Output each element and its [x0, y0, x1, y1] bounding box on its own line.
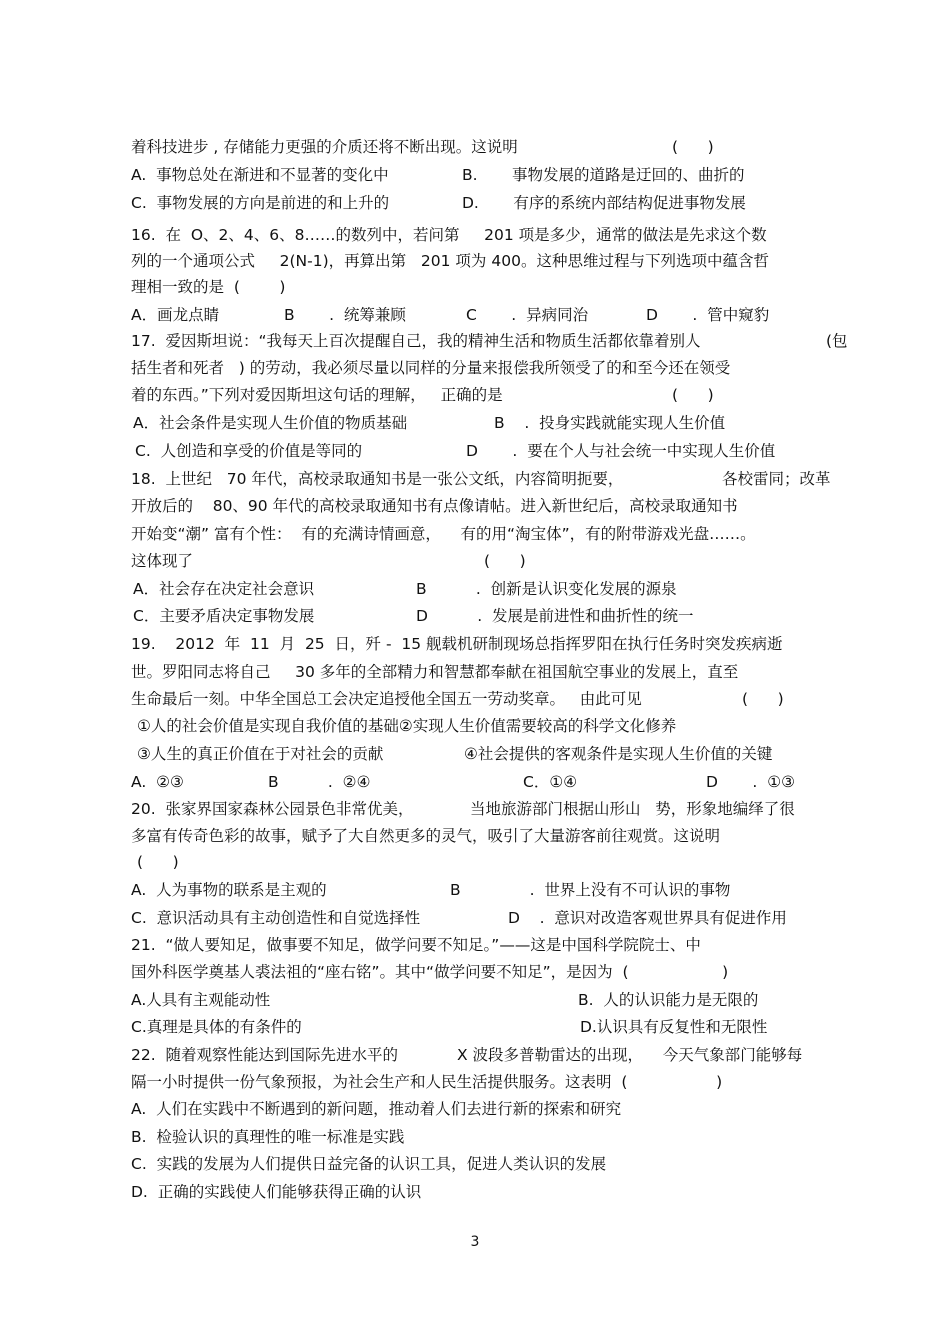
q19-item-4: ④社会提供的客观条件是实现人生价值的关键: [464, 745, 773, 763]
q15-option-b: B. 事物发展的道路是迂回的、曲折的: [462, 166, 745, 184]
q20-answer-paren: ( ): [137, 853, 179, 871]
q18-stem-line-3: [0, 520, 950, 548]
q19-items-1-2: ①人的社会价值是实现自我价值的基础②实现人生价值需要较高的科学文化修养: [137, 717, 677, 735]
q20-stem-line-2: [0, 822, 950, 850]
q17-option-b: B . 投身实践就能实现人生价值: [494, 414, 726, 432]
q22-option-d-row: [0, 1178, 950, 1206]
q19-stem-line-1: [0, 630, 950, 658]
q16-stem-text-1: 16. 在 O、2、4、6、8……的数列中，若问第 201 项是多少，通常的做法是先求这个数: [131, 226, 767, 244]
q15-option-d: D. 有序的系统内部结构促进事物发展: [462, 194, 746, 212]
q17-options-row-1: [0, 409, 950, 437]
q22-option-c-row: [0, 1150, 950, 1178]
q22-stem-text-1b: X 波段多普勒雷达的出现， 今天气象部门能够每: [457, 1046, 803, 1064]
q18-answer-paren: ( ): [484, 552, 526, 570]
q18-options-row-1: [0, 575, 950, 603]
q22-option-a-row: [0, 1095, 950, 1123]
q19-stem-line-3: [0, 685, 950, 713]
q17-options-row-2: [0, 437, 950, 465]
q19-stem-text-3: 生命最后一刻。中华全国总工会决定追授他全国五一劳动奖章。 由此可见: [131, 690, 642, 708]
q22-option-b-row: [0, 1123, 950, 1151]
q16-stem-text-2: 列的一个通项公式 2(N-1)，再算出第 201 项为 400。这种思维过程与下列选项中蕴含哲: [131, 252, 769, 270]
q20-stem-text-2: 多富有传奇色彩的故事，赋予了大自然更多的灵气，吸引了大量游客前往观赏。这说明: [131, 827, 721, 845]
q19-stem-line-2: [0, 658, 950, 686]
q19-option-c: C．①④: [523, 773, 578, 791]
q21-stem-line-1: [0, 931, 950, 959]
q18-option-c: C．主要矛盾决定事物发展: [133, 607, 315, 625]
q20-stem-text-1b: 当地旅游部门根据山形山 势，形象地编绎了很: [470, 800, 795, 818]
q16-options-row: [0, 301, 950, 329]
q18-option-d: D . 发展是前进性和曲折性的统一: [416, 607, 694, 625]
q16-option-c: C . 异病同治: [466, 306, 589, 324]
q17-option-c: C. 人创造和享受的价值是等同的: [135, 442, 363, 460]
page-number: 3: [470, 1234, 480, 1250]
q20-options-row-1: [0, 876, 950, 904]
q22-option-c: C. 实践的发展为人们提供日益完备的认识工具，促进人类认识的发展: [131, 1155, 607, 1173]
q15-options-row-1: [0, 161, 950, 189]
q19-answer-paren: ( ): [742, 690, 784, 708]
q16-stem-line-3: [0, 273, 950, 301]
q17-stem-text-1: 17. 爱因斯坦说：“我每天上百次提醒自己，我的精神生活和物质生活都依靠着别人: [131, 332, 701, 350]
q21-option-a: A.人具有主观能动性: [131, 991, 271, 1009]
q19-items-row-2: [0, 740, 950, 768]
q19-stem-text-1: 19. 2012 年 11 月 25 日，歼 - 15 舰载机研制现场总指挥罗阳在执行任务时突发疾病逝: [131, 635, 783, 653]
q17-stem-line-1: [0, 327, 950, 355]
q20-stem-text-1: 20. 张家界国家森林公园景色非常优美，: [131, 800, 414, 818]
q22-stem-text-2: 隔一小时提供一份气象预报，为社会生产和人民生活提供服务。这表明 ( ): [131, 1073, 723, 1091]
q18-stem-text-4: 这体现了: [131, 552, 194, 570]
q19-items-row-1: [0, 712, 950, 740]
q22-stem-line-1: [0, 1041, 950, 1069]
q20-option-d: D . 意识对改造客观世界具有促进作用: [508, 909, 787, 927]
q17-stem-line-2: [0, 354, 950, 382]
q20-option-a: A. 人为事物的联系是主观的: [131, 881, 327, 899]
q18-stem-line-1: [0, 465, 950, 493]
q21-stem-text-1: 21. “做人要知足，做事要不知足，做学问要不知足。”——这是中国科学院院士、中: [131, 936, 701, 954]
q17-stem-text-2: 括生者和死者 ) 的劳动，我必须尽量以同样的分量来报偿我所领受了的和至今还在领受: [131, 359, 731, 377]
q17-stem-line-3: [0, 381, 950, 409]
q19-item-3: ③人生的真正价值在于对社会的贡献: [137, 745, 384, 763]
q21-stem-line-2: [0, 958, 950, 986]
q19-option-d: D . ①③: [706, 773, 795, 791]
q15-stem-line: [0, 133, 950, 161]
q17-option-a: A．社会条件是实现人生价值的物质基础: [133, 414, 408, 432]
q17-stem-text-1b: (包: [826, 332, 848, 350]
q21-options-row-2: [0, 1013, 950, 1041]
q21-option-c: C.真理是具体的有条件的: [131, 1018, 302, 1036]
q16-option-b: B . 统筹兼顾: [284, 306, 406, 324]
q15-options-row-2: [0, 189, 950, 217]
q19-option-a: A. ②③: [131, 773, 184, 791]
q18-option-a: A．社会存在决定社会意识: [133, 580, 315, 598]
q22-option-d: D. 正确的实践使人们能够获得正确的认识: [131, 1183, 422, 1201]
q21-options-row-1: [0, 986, 950, 1014]
q19-options-row: [0, 768, 950, 796]
q17-stem-text-3: 着的东西。”下列对爱因斯坦这句话的理解， 正确的是: [131, 386, 503, 404]
q16-option-d: D . 管中窥豹: [646, 306, 770, 324]
q18-option-b: B . 创新是认识变化发展的源泉: [416, 580, 677, 598]
q15-answer-paren: ( ): [672, 138, 714, 156]
q20-stem-line-3: [0, 848, 950, 876]
q17-answer-paren: ( ): [672, 386, 714, 404]
q15-stem-text: 着科技进步 , 存储能力更强的介质还将不断出现。这说明: [131, 138, 518, 156]
q20-option-b: B . 世界上没有不可认识的事物: [450, 881, 731, 899]
q18-stem-text-2: 开放后的 80、90 年代的高校录取通知书有点像请帖。进入新世纪后，高校录取通知书: [131, 497, 738, 515]
q21-stem-text-2: 国外科医学奠基人裘法祖的“座右铭”。其中“做学问要不知足”，是因为 ( ): [131, 963, 729, 981]
q19-stem-text-2: 世。罗阳同志将自己 30 多年的全部精力和智慧都奉献在祖国航空事业的发展上，直至: [131, 663, 739, 681]
q22-option-b: B. 检验认识的真理性的唯一标准是实践: [131, 1128, 405, 1146]
q16-stem-line-1: [0, 221, 950, 249]
q18-options-row-2: [0, 602, 950, 630]
q18-stem-line-2: [0, 492, 950, 520]
q22-stem-line-2: [0, 1068, 950, 1096]
q21-option-d: D.认识具有反复性和无限性: [580, 1018, 768, 1036]
q19-option-b: B . ②④: [268, 773, 371, 791]
q21-option-b: B. 人的认识能力是无限的: [578, 991, 759, 1009]
q18-stem-line-4: [0, 547, 950, 575]
q15-option-a: A. 事物总处在渐进和不显著的变化中: [131, 166, 389, 184]
q16-stem-text-3: 理相一致的是 ( ): [131, 278, 286, 296]
q18-stem-text-3: 开始变“潮” 富有个性： 有的充满诗情画意， 有的用“淘宝体”，有的附带游戏光盘……。: [131, 525, 756, 543]
q18-stem-text-1b: 各校雷同；改革: [722, 470, 831, 488]
q16-option-a: A．画龙点睛: [131, 306, 220, 324]
q18-stem-text-1: 18. 上世纪 70 年代，高校录取通知书是一张公文纸，内容简明扼要，: [131, 470, 624, 488]
q20-option-c: C. 意识活动具有主动创造性和自觉选择性: [131, 909, 421, 927]
q17-option-d: D . 要在个人与社会统一中实现人生价值: [466, 442, 776, 460]
q22-option-a: A. 人们在实践中不断遇到的新问题，推动着人们去进行新的探索和研究: [131, 1100, 622, 1118]
q16-stem-line-2: [0, 247, 950, 275]
q20-stem-line-1: [0, 795, 950, 823]
q20-options-row-2: [0, 904, 950, 932]
q22-stem-text-1: 22. 随着观察性能达到国际先进水平的: [131, 1046, 399, 1064]
q15-option-c: C. 事物发展的方向是前进的和上升的: [131, 194, 390, 212]
